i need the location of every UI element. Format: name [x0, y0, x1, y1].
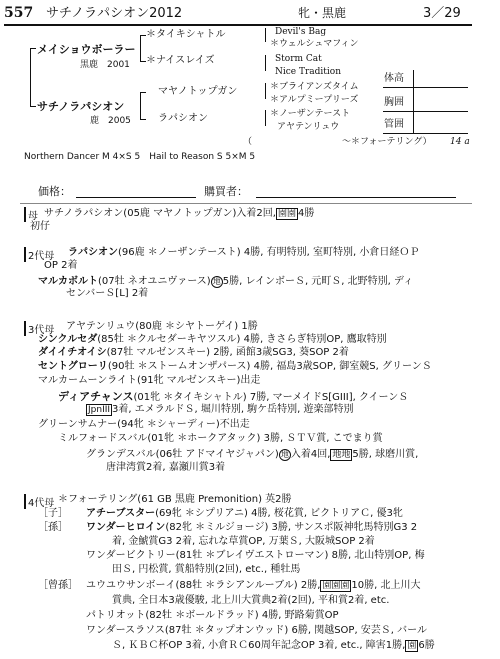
gp-4a: ＊ノーザンテースト — [270, 109, 351, 119]
horse-name: サチノラパシオン2012 — [46, 6, 183, 21]
third-l3-text: (90牡 ＊ストームオンザパース) 4勝, 福島3歳SOP, 御室競S, グリーンＳ — [107, 361, 432, 372]
birth-date: 3／29 — [423, 6, 461, 21]
buyer-label: 購買者： — [204, 185, 248, 198]
third-l1-text: (85牡 ＊クルセダーキヤツスル) 4勝, きさらぎ特別OP, 鷹取特別 — [97, 334, 387, 345]
section-label-dam: 母 — [24, 207, 38, 222]
third-l6 — [86, 405, 354, 415]
third-l8: ミルフォードスバル(01牝 ＊ホークアタック) 3勝, ＳＴＶ賞, こでまり賞 — [58, 433, 383, 444]
mark-grandchild: ［孫］ — [38, 522, 68, 533]
second-dam-line1b: OP 2着 — [44, 260, 78, 271]
mark-child: ［子］ — [38, 508, 68, 519]
gp-2b: Nice Tradition — [275, 67, 342, 77]
price-line — [76, 197, 196, 198]
price-label: 価格： — [38, 185, 71, 198]
second-child-name: マルカボルト — [38, 276, 98, 287]
sex-color: 牝・黒鹿 — [298, 6, 347, 20]
fourth-c2b: 着, 金鯱賞G3 2着, 忘れな草賞OP, 万葉Ｓ, 大阪城SOP 2着 — [112, 536, 375, 547]
dam-local-badge: 園園 — [277, 209, 296, 219]
third-l9-text: (06牡 アドマイヤジャパン) — [155, 449, 279, 460]
third-l9c: 5勝, 球磨川賞, — [352, 449, 419, 460]
lot-number: 557 — [4, 5, 34, 21]
local-race-icon: 地 — [212, 277, 221, 286]
dam-name: サチノラパシオン — [37, 100, 125, 113]
fourth-c4-tail: 10勝, 北上川大 — [351, 580, 421, 591]
third-l4: マルカームーンライト(91牝 マルゼンスキー)出走 — [38, 375, 261, 386]
section-label-second: 2代母 — [24, 247, 54, 262]
fourth-c2-text: (82牝 ＊ミルジョージ) 3勝, サンスポ阪神牝馬特別G3 2 — [165, 522, 418, 533]
third-l1 — [38, 335, 387, 345]
fourth-c6b-text: Ｓ, ＫＢＣ杯OP 3着, 小倉ＲＣ60周年記念OP 3着, etc., 障害1勝, — [112, 640, 406, 651]
family-note: （ ～＊フォーテリング） — [243, 137, 432, 147]
gp-1a: Devil's Bag — [275, 27, 327, 37]
third-l3 — [38, 362, 432, 372]
section-label-fourth: 4代母 — [24, 494, 54, 509]
dam-line2: 初仔 — [30, 221, 50, 232]
third-l5 — [58, 391, 408, 403]
third-l9-name: グランデスバル — [86, 449, 156, 460]
second-child-line — [38, 276, 413, 288]
sire-name: メイショウボーラー — [37, 43, 136, 56]
fourth-c6: ワンダースラソス(87牡 ＊タップオンウッド) 6勝, 関越SOP, 安芸Ｓ, バール — [86, 625, 427, 636]
third-l5-text: (01牝 ＊タイキシャトル) 7勝, マーメイドS[GIII], クイーンＳ — [133, 392, 409, 403]
fourth-c5: パトリオット(82牡 ＊ボールドラッド) 4勝, 野路菊賞OP — [86, 610, 339, 621]
dam-info: 鹿 2005 — [90, 116, 131, 126]
fourth-c1-name: アチーブスター — [86, 508, 156, 519]
second-child-tail: 5勝, レインボーＳ, 元町Ｓ, 北野特別, ディ — [222, 276, 414, 287]
dam-line1 — [44, 209, 314, 219]
fourth-c1 — [86, 509, 403, 519]
fourth-c4-text: ユウユウサンボーイ(88牡 ＊ラシアンルーブル) 2勝, — [86, 580, 321, 591]
sire-info: 黒鹿 2001 — [80, 60, 130, 70]
third-l1-name: シンクルセダ — [38, 334, 98, 345]
second-dam-line1 — [68, 248, 419, 258]
third-l6-text: 3着, エメラルドＳ, 堀川特別, 駒ケ岳特別, 遊楽部特別 — [112, 404, 354, 415]
gp-2a: Storm Cat — [275, 54, 322, 64]
gp-3a: ＊ブライアンズタイム — [270, 82, 359, 92]
third-l9b: 入着4回, — [290, 449, 331, 460]
header-rule — [4, 24, 472, 26]
second-dam-name: ラパシオン — [68, 247, 118, 258]
fourth-c4 — [86, 581, 421, 591]
second-dam-text: (96鹿 ＊ノーザンテースト) 4勝, 有明特別, 室町特別, 小倉日経ＯＰ — [118, 247, 420, 258]
fourth-c6-tail: 6勝 — [418, 640, 435, 651]
box-cannon-label: 管囲 — [384, 119, 404, 130]
divider-rule — [20, 203, 472, 204]
second-child-text: (07牡 ネオユニヴァース) — [98, 276, 211, 287]
third-l2 — [38, 348, 349, 358]
third-l10: 唐津湾賞2着, 嘉瀬川賞3着 — [106, 462, 226, 473]
dam-sire: マヤノトップガン — [158, 86, 238, 97]
fourth-c3: ワンダービクトリー(81牡 ＊ブレイヴエストローマン) 8勝, 北山特別OP, 梅 — [86, 550, 425, 561]
sire-sire: ＊タイキシャトル — [146, 29, 226, 40]
fourth-c2-name: ワンダーヒロイン — [86, 522, 166, 533]
sire-dam: ＊ナイスレイズ — [146, 55, 215, 66]
third-l9 — [86, 449, 418, 461]
third-l3-name: セントグローリ — [38, 361, 108, 372]
box-height-label: 体高 — [384, 73, 404, 84]
dam-line1-text: サチノラパシオン(05鹿 マヤノトップガン)入着2回, — [44, 208, 276, 219]
third-l2-text: (87牡 マルゼンスキー) 2勝, 函館3歳SG3, 葵SOP 2着 — [106, 347, 349, 358]
third-l7: グリーンサムナー(94牝 ＊シャーディー)不出走 — [38, 419, 250, 430]
mark-great-grandchild: ［曾孫］ — [38, 580, 78, 591]
gp-3b: ＊アルプミープリーズ — [270, 95, 359, 105]
third-l5-name: ディアチャンス — [58, 390, 134, 403]
dam-dam: ラパシオン — [158, 113, 208, 124]
gp-4b: アヤテンリュウ — [277, 122, 340, 132]
third-dam-name-line: アヤテンリュウ(80鹿 ＊シヤトーゲイ) 1勝 — [66, 321, 258, 332]
family-number: 14 a — [450, 137, 470, 147]
second-child-line2: センバーＳ[L] 2着 — [66, 288, 149, 299]
fourth-c3b: 田Ｓ, 円松賞, 賞船特別(2回), etc., 種牡馬 — [112, 564, 301, 575]
local-badge-4: 園 — [407, 641, 417, 651]
local-badge-3: 園園園 — [322, 581, 350, 591]
buyer-line — [256, 197, 456, 198]
fourth-dam-name-line: ＊フォーテリング(61 GB 黒鹿 Premonition) 英2勝 — [58, 494, 292, 505]
third-l2-name: ダイイチオイシ — [38, 347, 107, 358]
dam-line1-tail: 4勝 — [297, 208, 315, 219]
local-badge-2: 地地 — [332, 450, 351, 460]
jpn-grade-badge: JpnIII — [88, 405, 111, 415]
gp-1b: ＊ウェルシュマフィン — [270, 39, 359, 49]
inbreeding: Northern Dancer M 4×S 5 Hail to Reason S 5×M 5 — [24, 152, 256, 162]
fourth-c4b: 賞典, 全日本3歳優駿, 北上川大賞典2着(2回), 平和賞2着, etc. — [112, 595, 390, 606]
section-label-third: 3代母 — [24, 321, 54, 336]
fourth-c6b — [112, 641, 435, 651]
fourth-c1-text: (69牝 ＊シプリアニ) 4勝, 桜花賞, ビクトリアＣ, 優3牝 — [155, 508, 403, 519]
local-race-icon-2: 地 — [280, 450, 289, 459]
fourth-c2 — [86, 523, 417, 533]
box-chest-label: 胸囲 — [384, 97, 404, 108]
